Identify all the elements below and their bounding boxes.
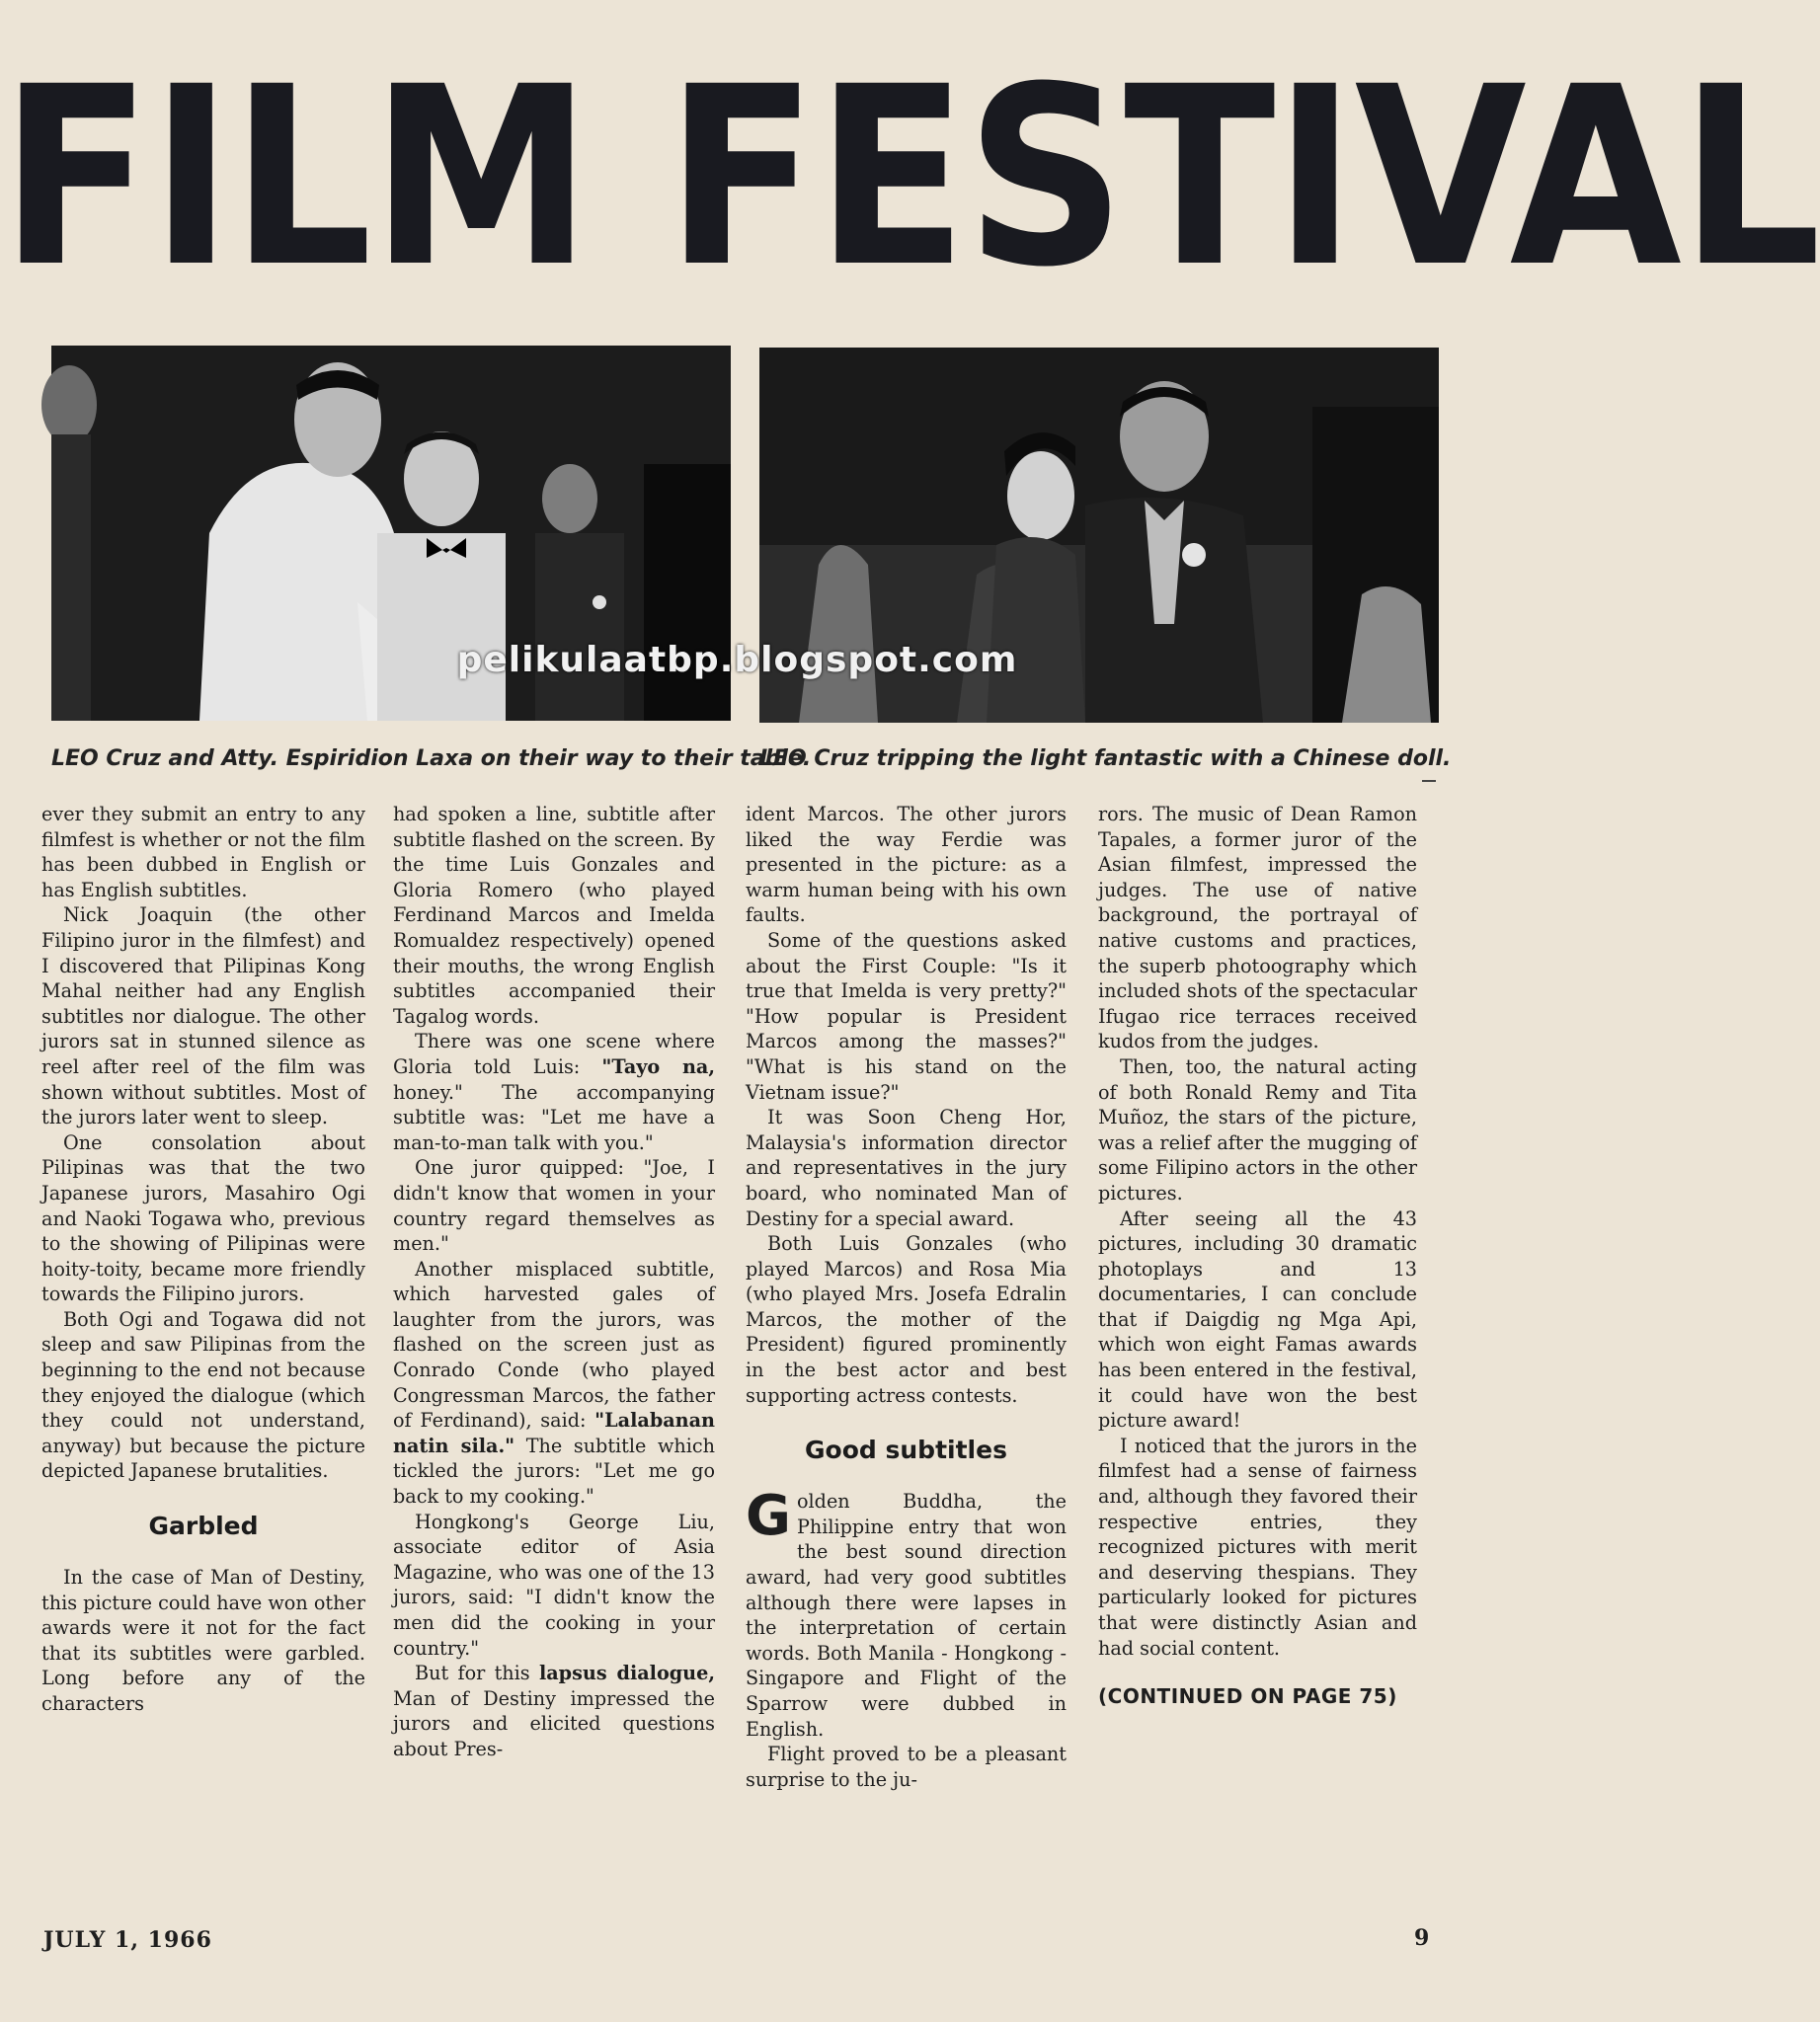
text-column-3 — [746, 802, 1067, 1792]
text-span: honey." The accompanying subtitle was: "Let me have a man-to-man talk with you." — [393, 1080, 715, 1154]
paragraph: Flight proved to be a pleasant surprise to the ju- — [746, 1743, 1067, 1791]
text-span: olden Buddha, the Philippine entry that won the best sound direction award, had very good subtitles although there were lapses in the interpretation of certain words. Both Manila - Hongkong - Singapore and Flight of the Sparrow were dubbed in English. — [746, 1490, 1067, 1741]
paragraph: Nick Joaquin (the other Filipino juror in the filmfest) and I discovered that Pilipinas Kong Mahal neither had any English subtitles nor dialogue. The other jurors sat in stunned silence as reel after reel of the film was shown without subtitles. Most of the jurors later went to sleep. — [41, 903, 365, 1129]
paragraph: It was Soon Cheng Hor, Malaysia's information director and representatives in the jury board, who nominated Man of Destiny for a special award. — [746, 1106, 1067, 1230]
paragraph: Hongkong's George Liu, associate editor of Asia Magazine, who was one of the 13 jurors, said: "I didn't know the men did the cooking in your country." — [393, 1510, 715, 1660]
headline: FILM FESTIVAL — [0, 34, 1820, 321]
paragraph: In the case of Man of Destiny, this picture could have won other awards were it not for the fact that its subtitles were garbled. Long before any of the characters — [41, 1566, 365, 1715]
photo-caption-right: LEO Cruz tripping the light fantastic with a Chinese doll. — [759, 746, 1452, 771]
paragraph: had spoken a line, subtitle after subtitle flashed on the screen. By the time Luis Gonzales and Gloria Romero (who played Ferdinand Marcos and Imelda Romualdez respectively) opened their mouths, the wrong English subtitles accompanied their Tagalog words. — [393, 803, 715, 1028]
issue-date: JULY 1, 1966 — [43, 1927, 212, 1953]
paragraph: Both Ogi and Togawa did not sleep and saw Pilipinas from the beginning to the end not because they enjoyed the dialogue (which they could not understand, anyway) but because the picture depicted Japanese brutalities. — [41, 1307, 365, 1483]
page-number: 9 — [1414, 1925, 1430, 1951]
bold-text: lapsus dialogue, — [538, 1662, 716, 1685]
text-column-1 — [41, 802, 365, 1717]
paragraph — [393, 1257, 715, 1510]
bold-text: "Tayo na, — [601, 1054, 716, 1078]
paragraph: One consolation about Pilipinas was that the two Japanese jurors, Masahiro Ogi and Naoki Togawa who, previous to the showing of Pilipinas were hoity-toity, became more friendly towards the Filipino jurors. — [41, 1130, 365, 1306]
text-span: Man of Destiny impressed the jurors and elicited questions about Pres- — [393, 1686, 715, 1760]
paragraph — [393, 1661, 715, 1761]
paragraph: rors. The music of Dean Ramon Tapales, a former juror of the Asian filmfest, impressed the judges. The use of native background, the portrayal of native customs and practices, the superb photoography which included shots of the spectacular Ifugao rice terraces received kudos from the judges. — [1098, 803, 1417, 1053]
text-span: Another misplaced subtitle, which harvested gales of laughter from the jurors, was flashed on the screen just as Conrado Conde (who played Congressman Marcos, the father of Ferdinand), said: — [393, 1257, 715, 1433]
paragraph — [746, 1484, 1067, 1742]
section-heading: Garbled — [148, 1512, 259, 1541]
watermark: pelikulaatbp.blogspot.com — [456, 640, 1018, 680]
continued-note: (CONTINUED ON PAGE 75) — [1098, 1684, 1397, 1709]
text-span: There was one scene where Gloria told Luis: — [393, 1030, 715, 1078]
paragraph: One juror quipped: "Joe, I didn't know that women in your country regard themselves as men." — [393, 1156, 715, 1256]
paragraph — [393, 1029, 715, 1155]
paragraph: Some of the questions asked about the First Couple: "Is it true that Imelda is very pretty?" "How popular is President Marcos among the masses?" "What is his stand on the Vietnam issue?" — [746, 928, 1067, 1104]
text-column-2 — [393, 802, 715, 1762]
text-span: But for this — [415, 1662, 539, 1685]
paragraph: After seeing all the 43 pictures, including 30 dramatic photoplays and 13 documentaries, I can conclude that if Daigdig ng Mga Api, which won eight Famas awards has been entered in the festival, it could have won the best picture award! — [1098, 1206, 1417, 1433]
photo-caption-left: LEO Cruz and Atty. Espiridion Laxa on their way to their table. — [51, 746, 812, 771]
paragraph: ident Marcos. The other jurors liked the way Ferdie was presented in the picture: as a warm human being with his own faults. — [746, 803, 1067, 927]
text-span: The subtitle which tickled the jurors: "Let me go back to my cooking." — [393, 1434, 715, 1509]
paragraph: Then, too, the natural acting of both Ronald Remy and Tita Muñoz, the stars of the picture, was a relief after the mugging of some Filipino actors in the other pictures. — [1098, 1054, 1417, 1205]
section-heading: Good subtitles — [805, 1436, 1007, 1465]
paragraph: ever they submit an entry to any filmfest is whether or not the film has been dubbed in English or has English subtitles. — [41, 803, 365, 901]
drop-cap: G — [746, 1484, 791, 1549]
paragraph: Both Luis Gonzales (who played Marcos) and Rosa Mia (who played Mrs. Josefa Edralin Marcos, the mother of the President) figured prominently in the best actor and best supporting actress contests. — [746, 1232, 1067, 1407]
divider — [1422, 780, 1436, 782]
paragraph: I noticed that the jurors in the filmfest had a sense of fairness and, although they favored their respective entries, they recognized pictures with merit and deserving thespians. They particularly looked for pictures that were distinctly Asian and had social content. — [1098, 1434, 1417, 1660]
bold-text: "Lalabanan natin sila." — [393, 1409, 715, 1457]
text-column-4 — [1098, 802, 1417, 1710]
